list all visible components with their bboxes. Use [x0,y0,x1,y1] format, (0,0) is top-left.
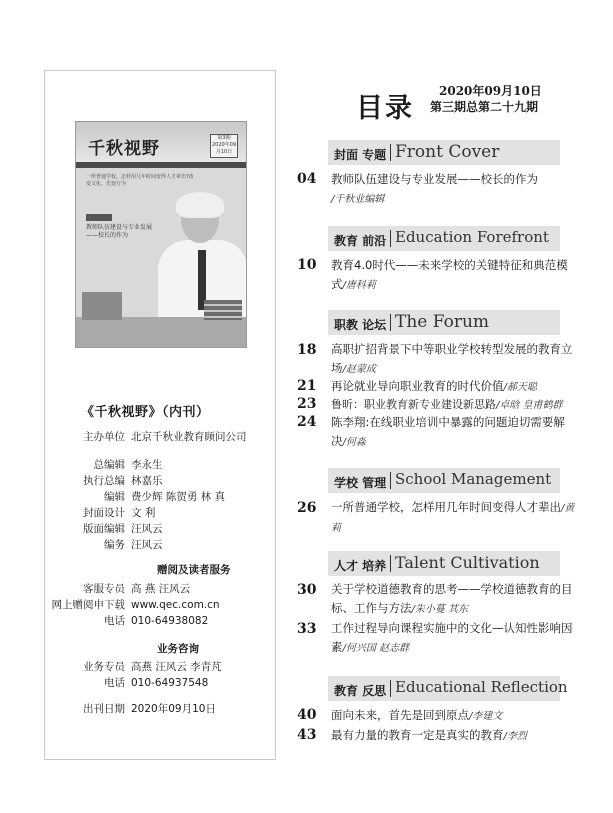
credit-value: 林嘉乐 [131,475,163,487]
service-row [47,599,220,612]
section-divider [390,144,391,161]
cover-image [75,121,247,348]
credit-label: 总编辑 [93,459,125,471]
cover-teaser: 一所普通学校，怎样用几年时间变得人才辈出?改变文化、先变行为 [86,174,194,187]
page-number: 18 [297,342,317,358]
business-row [47,677,208,690]
page-number: 04 [297,171,317,187]
credit-label: 版面编辑 [83,523,125,535]
cover-tag [86,214,112,221]
section-en: School Management [395,470,552,488]
credit-value: 北京千秋业教育顾问公司 [131,431,247,443]
section-header [328,226,560,251]
cover-laptop [82,292,122,320]
business-value: 高燕 汪风云 李青芃 [131,661,222,673]
service-website-link[interactable]: www.qec.com.cn [131,599,220,611]
section-cn: 封面 专题 [334,148,387,162]
article-title: 再论就业导向职业教育的时代价值 [331,379,504,393]
service-value: 高 燕 汪风云 [131,583,191,595]
article-title: 工作过程导向课程实施中的文化—认知性影响因素 [331,621,573,654]
credit-label: 封面设计 [83,507,125,519]
business-label: 电话 [104,677,125,689]
page-number: 26 [297,500,317,516]
article-author: /唐科莉 [342,280,376,291]
credit-row [47,491,225,504]
section-divider [390,472,391,489]
section-en: Front Cover [395,142,500,162]
article-title: 陈李翔:在线职业培训中暴露的问题迫切需要解决 [331,415,565,448]
section-header [328,551,560,576]
section-header [328,310,560,335]
publish-label: 出刊日期 [83,703,125,715]
article-title: 面向未来，首先是回到原点 [331,708,469,722]
credit-value: 汪风云 [131,523,163,535]
business-row [47,661,222,674]
magazine-name: 《千秋视野》（内刊） [81,405,210,420]
service-row [47,615,208,628]
section-divider [390,314,391,331]
service-label: 客服专员 [83,583,125,595]
article-author: /何淼 [342,437,366,448]
article-author: /赵蒙成 [342,364,376,375]
section-header [328,468,560,493]
page-number: 21 [297,378,317,394]
credit-row [47,459,163,472]
article-entry[interactable] [331,726,576,746]
business-label: 业务专员 [83,661,125,673]
masthead-panel [44,70,276,760]
section-divider [390,555,391,572]
page-number: 30 [297,582,317,598]
article-author: /李烈 [503,731,527,742]
article-entry[interactable] [331,395,576,415]
credit-value: 汪风云 [131,539,163,551]
article-entry[interactable] [331,256,576,295]
article-entry[interactable] [331,498,576,538]
business-value: 010-64937548 [131,677,209,689]
page-number: 33 [297,621,317,637]
credit-row [47,523,163,536]
toc-date: 2020年09月10日 [439,84,542,98]
cover-books [204,300,242,320]
article-entry[interactable] [331,619,576,658]
article-title: 教育4.0时代——未来学校的关键特征和典范模式 [331,258,568,291]
page-number: 43 [297,727,317,743]
credit-row [47,431,247,444]
service-heading: 赠阅及读者服务 [157,564,231,576]
credit-row [47,475,163,488]
article-entry[interactable] [331,413,576,452]
toc-title: 目录 [356,93,414,124]
credit-row [47,539,163,552]
section-cn: 学校 管理 [334,476,387,490]
business-heading: 业务咨询 [157,643,199,655]
article-entry[interactable] [331,340,576,379]
service-label: 网上赠阅申下载 [51,599,125,611]
section-en: The Forum [395,312,490,332]
cover-desk [76,317,246,347]
section-cn: 人才 培养 [334,559,387,573]
credit-label: 主办单位 [83,431,125,443]
article-title: 最有力量的教育一定是真实的教育 [331,728,504,742]
page-number: 40 [297,707,317,723]
article-entry[interactable] [331,170,576,209]
section-divider [390,230,391,247]
section-en: Education Forefront [395,228,549,246]
article-author: /黄莉 [331,503,575,534]
article-author: /朱小蔓 其东 [411,604,469,615]
section-en: Educational Reflection [395,678,568,696]
credit-value: 费少辉 陈贺勇 林 真 [131,491,226,503]
service-row [47,583,190,596]
article-title: 教师队伍建设与专业发展——校长的作为 [331,172,538,186]
credit-value: 李永生 [131,459,163,471]
credit-label: 编辑 [104,491,125,503]
section-header [328,140,560,165]
article-title: 高职扩招背景下中等职业学校转型发展的教育立场 [331,342,573,375]
cover-title: 千秋视野 [88,139,160,159]
service-value: 010-64938082 [131,615,209,627]
page-number: 24 [297,414,317,430]
article-title: 鲁昕：职业教育新专业建设新思路 [331,398,496,411]
article-author: /何兴国 赵志群 [342,643,410,654]
article-entry[interactable] [331,580,576,619]
section-en: Talent Cultivation [395,553,540,572]
credit-value: 文 利 [131,507,156,519]
cover-headline: 教师队伍建设与专业发展——校长的作为 [86,224,153,239]
section-cn: 教育 反思 [334,684,387,698]
article-title: 一所普通学校，怎样用几年时间变得人才辈出 [331,500,561,514]
article-author: /千秋业编辑 [331,194,385,205]
page-number: 10 [297,257,317,273]
section-cn: 教育 前沿 [334,234,387,248]
cover-issue-box: 第3期 2020年09月10日 [210,134,238,158]
service-label: 电话 [104,615,125,627]
publish-date-row [47,703,216,716]
article-author: /李建文 [469,711,503,722]
credit-label: 执行总编 [83,475,125,487]
section-cn: 职教 论坛 [334,318,387,332]
credit-row [47,507,155,520]
article-author: /郝天聪 [503,382,537,393]
article-entry[interactable] [331,377,576,397]
section-header [328,676,568,701]
page-number: 23 [297,396,317,412]
toc-issue: 第三期总第二十九期 [430,100,539,114]
publish-value: 2020年09月10日 [131,703,216,715]
credit-label: 编务 [104,539,125,551]
article-title: 关于学校道德教育的思考——学校道德教育的目标、工作与方法 [331,582,573,615]
cover-divider [76,162,246,168]
article-author: /卓晗 皇甫鹤群 [496,400,563,411]
section-divider [390,680,391,697]
cover-person-hair [176,192,224,218]
article-entry[interactable] [331,706,576,726]
